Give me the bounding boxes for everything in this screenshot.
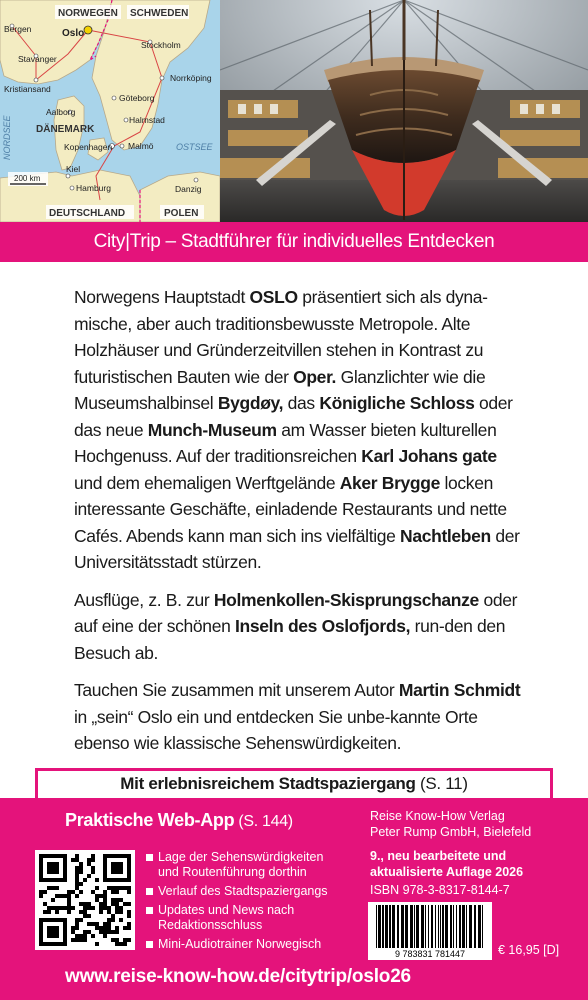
series-name-city: City — [93, 231, 126, 252]
series-band — [0, 222, 588, 262]
svg-text:NORWEGEN: NORWEGEN — [58, 8, 118, 19]
publisher-name: Reise Know-How Verlag — [370, 809, 505, 823]
price: € 16,95 [D] — [498, 943, 560, 957]
svg-text:Kristiansand: Kristiansand — [4, 84, 51, 94]
cover-images — [0, 0, 588, 222]
list-item: Verlauf des Stadtspaziergangs — [146, 884, 346, 899]
svg-text:OSTSEE: OSTSEE — [176, 142, 213, 152]
edition-line-2: aktualisierte Auflage 2026 — [370, 865, 524, 879]
list-item: Lage der Sehenswürdigkeiten und Routenführung dorthin — [146, 850, 346, 880]
webapp-page: (S. 144) — [238, 813, 293, 830]
svg-text:Hamburg: Hamburg — [76, 183, 111, 193]
back-cover-footer — [0, 798, 588, 1000]
webapp-feature-list — [146, 850, 346, 956]
webapp-title: Praktische Web-App — [65, 810, 235, 830]
svg-text:Norrköping: Norrköping — [170, 73, 212, 83]
svg-text:POLEN: POLEN — [164, 208, 199, 219]
isbn: ISBN 978-3-8317-8144-7 — [370, 883, 510, 897]
svg-text:Aalborg: Aalborg — [46, 107, 76, 117]
svg-text:Kopenhagen: Kopenhagen — [64, 142, 113, 152]
city-walk-page: (S. 11) — [420, 774, 468, 793]
svg-text:Danzig: Danzig — [175, 184, 202, 194]
list-item: Updates und News nach Redaktionsschluss — [146, 903, 346, 933]
region-map — [0, 0, 220, 222]
svg-text:DEUTSCHLAND: DEUTSCHLAND — [49, 208, 126, 219]
blurb — [74, 284, 522, 768]
svg-text:SCHWEDEN: SCHWEDEN — [130, 8, 189, 19]
blurb-paragraph-3: Tauchen Sie zusammen mit unserem Autor Martin Schmidt in „sein“ Oslo ein und entdecken Sie unbe-kannte Orte ebenso wie klassische Sehenswürdigkeiten. — [74, 680, 521, 753]
webapp-heading — [65, 810, 293, 831]
svg-text:Oslo: Oslo — [62, 28, 85, 39]
barcode — [368, 902, 492, 960]
svg-text:Stavanger: Stavanger — [18, 54, 57, 64]
qr-code[interactable] — [35, 850, 135, 950]
series-tagline: – Stadtführer für individuelles Entdecken — [160, 231, 495, 252]
blurb-paragraph-1: Norwegens Hauptstadt OSLO präsentiert sich als dyna-mische, aber auch traditionsbewusste Metropole. Alte Holzhäuser und Gründerzeitvillen stehen in Kontrast zu futuristischen Bauten wie der Oper. Glanzlichter wie die Museumshalbinsel Bygdøy, das Königliche Schloss oder das neue Munch-Museum am Wasser bieten kulturellen Hochgenuss. Auf der traditionsreichen Karl Johans gate und dem ehemaligen Werftgelände Aker Brygge locken interessante Geschäfte, einladende Restaurants und nette Cafés. Abends kann man sich ins vielfältige Nachtleben der Universitätsstadt stürzen. — [74, 287, 520, 572]
svg-text:Bergen: Bergen — [4, 24, 32, 34]
svg-text:NORDSEE: NORDSEE — [2, 115, 12, 160]
series-separator: | — [125, 231, 130, 252]
publisher-info — [370, 808, 580, 840]
city-walk-box — [35, 768, 553, 798]
svg-text:200 km: 200 km — [14, 174, 41, 183]
series-name-trip: Trip — [129, 231, 161, 252]
svg-text:Halmstad: Halmstad — [129, 115, 165, 125]
svg-text:Göteborg: Göteborg — [119, 93, 155, 103]
publisher-company: Peter Rump GmbH, Bielefeld — [370, 825, 532, 839]
svg-text:DÄNEMARK: DÄNEMARK — [36, 124, 95, 135]
list-item: Mini-Audiotrainer Norwegisch — [146, 937, 346, 952]
website-url[interactable]: www.reise-know-how.de/citytrip/oslo26 — [65, 966, 411, 987]
svg-text:Stockholm: Stockholm — [141, 40, 181, 50]
blurb-paragraph-2: Ausflüge, z. B. zur Holmenkollen-Skisprungschanze oder auf eine der schönen Inseln des Oslofjords, run-den den Besuch ab. — [74, 589, 518, 663]
edition-info — [370, 848, 580, 880]
svg-text:Malmö: Malmö — [128, 141, 154, 151]
edition-line-1: 9., neu bearbeitete und — [370, 849, 507, 863]
svg-text:Kiel: Kiel — [66, 164, 81, 174]
barcode-digits: 9 783831 781447 — [394, 949, 466, 959]
city-walk-label: Mit erlebnisreichem Stadtspaziergang — [120, 774, 416, 793]
ship-museum-photo — [220, 0, 588, 222]
